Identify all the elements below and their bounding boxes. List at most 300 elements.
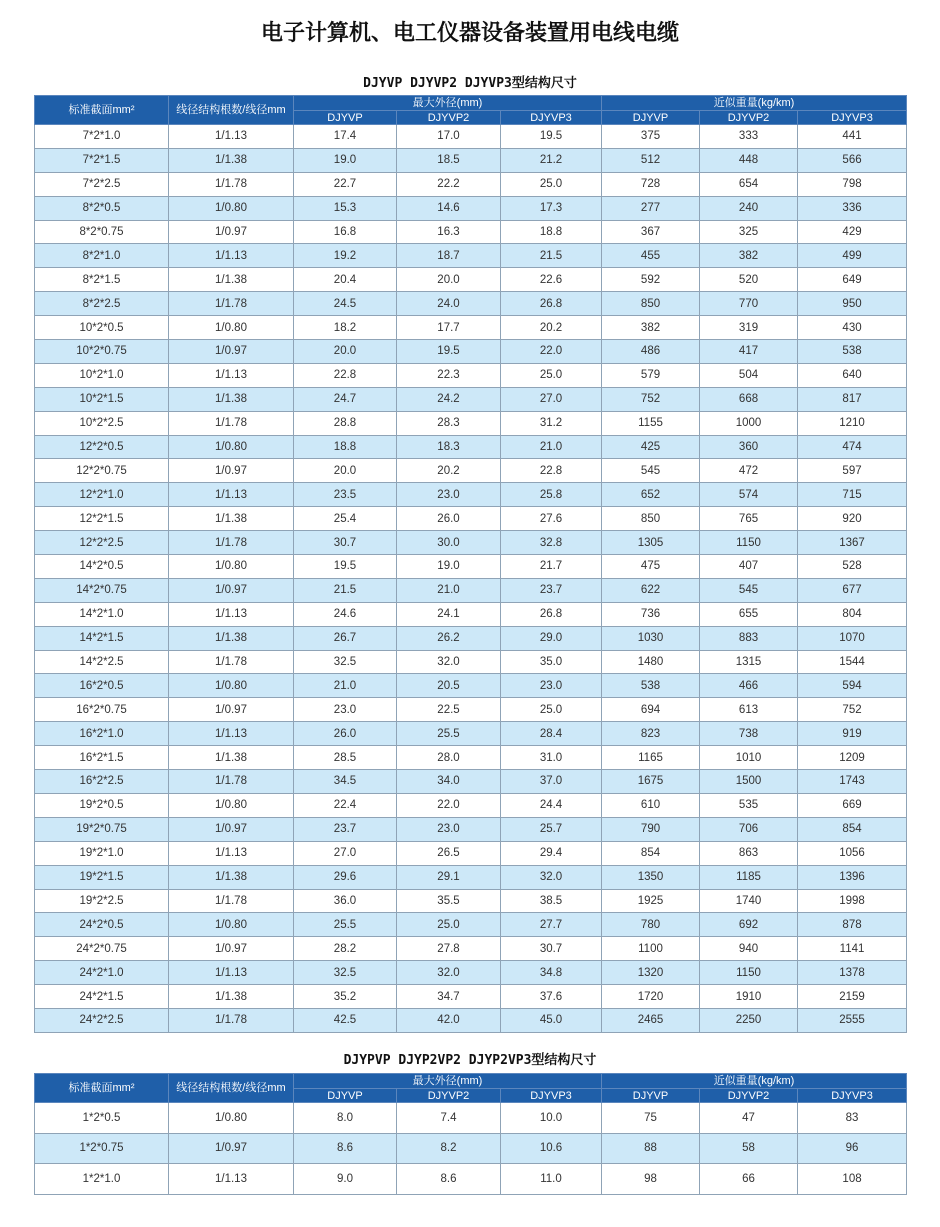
header-wt-djyvp: DJYVP <box>602 1089 700 1103</box>
cell-wt-djyvp: 652 <box>602 483 700 507</box>
cell-od-djyvp3: 38.5 <box>501 889 602 913</box>
table2-caption: DJYPVP DJYP2VP2 DJYP2VP3型结构尺寸 <box>343 1053 597 1068</box>
cell-od-djyvp3: 21.0 <box>501 435 602 459</box>
cell-od-djyvp2: 28.0 <box>397 746 501 770</box>
cell-wt-djyvp: 1480 <box>602 650 700 674</box>
cell-section: 12*2*0.5 <box>35 435 169 459</box>
cell-wt-djyvp2: 360 <box>700 435 798 459</box>
table-row <box>35 817 907 841</box>
cell-wt-djyvp: 736 <box>602 602 700 626</box>
cell-wt-djyvp2: 883 <box>700 626 798 650</box>
cell-wt-djyvp3: 1141 <box>798 937 907 961</box>
table-row <box>35 626 907 650</box>
cell-structure: 1/0.80 <box>169 913 294 937</box>
cell-section: 1*2*0.75 <box>35 1133 169 1164</box>
table-row <box>35 363 907 387</box>
cell-wt-djyvp: 277 <box>602 196 700 220</box>
cell-section: 14*2*2.5 <box>35 650 169 674</box>
cell-wt-djyvp: 752 <box>602 387 700 411</box>
table-row <box>35 937 907 961</box>
cell-od-djyvp3: 34.8 <box>501 961 602 985</box>
cell-od-djyvp2: 21.0 <box>397 578 501 602</box>
cell-wt-djyvp: 850 <box>602 507 700 531</box>
cell-section: 24*2*1.0 <box>35 961 169 985</box>
cell-wt-djyvp3: 474 <box>798 435 907 459</box>
cell-section: 24*2*2.5 <box>35 1008 169 1032</box>
table-row <box>35 483 907 507</box>
cell-wt-djyvp2: 417 <box>700 340 798 364</box>
table-row <box>35 793 907 817</box>
table-row <box>35 555 907 579</box>
cell-od-djyvp3: 27.7 <box>501 913 602 937</box>
cell-section: 24*2*0.75 <box>35 937 169 961</box>
header-structure: 线径结构根数/线径mm <box>169 1074 294 1103</box>
table-row <box>35 148 907 172</box>
cell-od-djyvp2: 22.2 <box>397 172 501 196</box>
cell-od-djyvp3: 25.7 <box>501 817 602 841</box>
cell-wt-djyvp3: 715 <box>798 483 907 507</box>
cell-structure: 1/0.97 <box>169 937 294 961</box>
table-row <box>35 698 907 722</box>
cell-wt-djyvp2: 240 <box>700 196 798 220</box>
cell-wt-djyvp3: 2159 <box>798 985 907 1009</box>
cell-od-djyvp: 19.0 <box>294 148 397 172</box>
cell-wt-djyvp2: 692 <box>700 913 798 937</box>
cell-wt-djyvp2: 466 <box>700 674 798 698</box>
cell-od-djyvp3: 17.3 <box>501 196 602 220</box>
cell-od-djyvp2: 19.0 <box>397 555 501 579</box>
cell-od-djyvp3: 19.5 <box>501 125 602 149</box>
cell-od-djyvp2: 22.5 <box>397 698 501 722</box>
cell-structure: 1/1.13 <box>169 961 294 985</box>
cell-structure: 1/1.13 <box>169 722 294 746</box>
cell-wt-djyvp2: 1010 <box>700 746 798 770</box>
cell-od-djyvp3: 23.0 <box>501 674 602 698</box>
cell-od-djyvp3: 35.0 <box>501 650 602 674</box>
cell-wt-djyvp2: 940 <box>700 937 798 961</box>
cell-structure: 1/0.80 <box>169 674 294 698</box>
cell-structure: 1/0.80 <box>169 435 294 459</box>
cell-od-djyvp2: 20.5 <box>397 674 501 698</box>
cell-od-djyvp3: 26.8 <box>501 292 602 316</box>
cell-wt-djyvp2: 66 <box>700 1164 798 1195</box>
header-od-djyvp: DJYVP <box>294 111 397 125</box>
cell-section: 16*2*2.5 <box>35 770 169 794</box>
cell-od-djyvp: 19.5 <box>294 555 397 579</box>
cell-od-djyvp2: 22.3 <box>397 363 501 387</box>
table-row <box>35 889 907 913</box>
cell-wt-djyvp: 854 <box>602 841 700 865</box>
cell-od-djyvp: 22.8 <box>294 363 397 387</box>
cell-structure: 1/0.80 <box>169 555 294 579</box>
cell-structure: 1/1.78 <box>169 292 294 316</box>
cell-structure: 1/1.38 <box>169 985 294 1009</box>
cell-section: 8*2*1.5 <box>35 268 169 292</box>
cell-section: 19*2*1.0 <box>35 841 169 865</box>
cell-wt-djyvp3: 96 <box>798 1133 907 1164</box>
cell-od-djyvp2: 18.5 <box>397 148 501 172</box>
cell-od-djyvp2: 35.5 <box>397 889 501 913</box>
table2-body <box>35 1103 907 1195</box>
cell-structure: 1/1.38 <box>169 626 294 650</box>
cell-wt-djyvp: 88 <box>602 1133 700 1164</box>
cell-section: 16*2*0.5 <box>35 674 169 698</box>
cell-od-djyvp: 16.8 <box>294 220 397 244</box>
cell-wt-djyvp3: 804 <box>798 602 907 626</box>
cell-wt-djyvp: 1155 <box>602 411 700 435</box>
cell-wt-djyvp3: 566 <box>798 148 907 172</box>
cell-wt-djyvp3: 919 <box>798 722 907 746</box>
cell-section: 10*2*1.5 <box>35 387 169 411</box>
table-row <box>35 1008 907 1032</box>
cell-section: 14*2*1.5 <box>35 626 169 650</box>
cell-wt-djyvp2: 1740 <box>700 889 798 913</box>
cell-od-djyvp3: 24.4 <box>501 793 602 817</box>
cell-od-djyvp: 15.3 <box>294 196 397 220</box>
cell-od-djyvp: 21.5 <box>294 578 397 602</box>
cell-section: 24*2*1.5 <box>35 985 169 1009</box>
cell-structure: 1/1.38 <box>169 387 294 411</box>
header-wt-djyvp: DJYVP <box>602 111 700 125</box>
cell-structure: 1/1.78 <box>169 650 294 674</box>
cell-wt-djyvp2: 1315 <box>700 650 798 674</box>
cell-section: 10*2*0.5 <box>35 316 169 340</box>
cell-wt-djyvp: 98 <box>602 1164 700 1195</box>
table-row <box>35 411 907 435</box>
cell-wt-djyvp3: 677 <box>798 578 907 602</box>
table-row <box>35 746 907 770</box>
cell-od-djyvp: 24.5 <box>294 292 397 316</box>
cell-wt-djyvp2: 1150 <box>700 531 798 555</box>
header-wt-djyvp3: DJYVP3 <box>798 111 907 125</box>
cell-wt-djyvp3: 1998 <box>798 889 907 913</box>
cell-structure: 1/1.13 <box>169 841 294 865</box>
cell-wt-djyvp3: 83 <box>798 1103 907 1134</box>
cell-od-djyvp: 20.4 <box>294 268 397 292</box>
table-row <box>35 172 907 196</box>
cell-wt-djyvp2: 319 <box>700 316 798 340</box>
cell-od-djyvp: 28.8 <box>294 411 397 435</box>
cell-section: 12*2*0.75 <box>35 459 169 483</box>
cell-od-djyvp3: 28.4 <box>501 722 602 746</box>
cell-section: 8*2*1.0 <box>35 244 169 268</box>
cell-structure: 1/1.13 <box>169 602 294 626</box>
cell-od-djyvp: 24.7 <box>294 387 397 411</box>
cell-od-djyvp: 36.0 <box>294 889 397 913</box>
cell-wt-djyvp: 1675 <box>602 770 700 794</box>
header-wt-djyvp3: DJYVP3 <box>798 1089 907 1103</box>
cell-section: 19*2*2.5 <box>35 889 169 913</box>
cell-od-djyvp3: 23.7 <box>501 578 602 602</box>
cell-od-djyvp: 8.6 <box>294 1133 397 1164</box>
cell-section: 7*2*1.5 <box>35 148 169 172</box>
cell-wt-djyvp: 425 <box>602 435 700 459</box>
cell-wt-djyvp: 75 <box>602 1103 700 1134</box>
cell-wt-djyvp3: 817 <box>798 387 907 411</box>
table-row <box>35 507 907 531</box>
table-row <box>35 531 907 555</box>
cell-section: 19*2*0.75 <box>35 817 169 841</box>
cell-od-djyvp3: 10.0 <box>501 1103 602 1134</box>
cell-wt-djyvp3: 441 <box>798 125 907 149</box>
header-od-djyvp: DJYVP <box>294 1089 397 1103</box>
cell-od-djyvp2: 22.0 <box>397 793 501 817</box>
cell-od-djyvp3: 25.0 <box>501 698 602 722</box>
cell-od-djyvp3: 20.2 <box>501 316 602 340</box>
cell-od-djyvp: 25.4 <box>294 507 397 531</box>
cell-od-djyvp: 22.7 <box>294 172 397 196</box>
cell-od-djyvp3: 30.7 <box>501 937 602 961</box>
cell-od-djyvp3: 31.2 <box>501 411 602 435</box>
cell-wt-djyvp2: 382 <box>700 244 798 268</box>
table-row <box>35 340 907 364</box>
cell-od-djyvp2: 23.0 <box>397 817 501 841</box>
cell-wt-djyvp2: 448 <box>700 148 798 172</box>
cell-wt-djyvp3: 1056 <box>798 841 907 865</box>
cell-section: 16*2*0.75 <box>35 698 169 722</box>
cell-structure: 1/0.97 <box>169 459 294 483</box>
cell-wt-djyvp2: 472 <box>700 459 798 483</box>
cell-od-djyvp: 25.5 <box>294 913 397 937</box>
cell-wt-djyvp3: 854 <box>798 817 907 841</box>
cell-section: 1*2*0.5 <box>35 1103 169 1134</box>
cell-wt-djyvp: 455 <box>602 244 700 268</box>
spec-table-djyvp <box>34 95 907 1033</box>
header-od-djyvp2: DJYVP2 <box>397 1089 501 1103</box>
cell-od-djyvp: 30.7 <box>294 531 397 555</box>
cell-wt-djyvp: 1720 <box>602 985 700 1009</box>
cell-od-djyvp3: 25.0 <box>501 363 602 387</box>
header-wt-djyvp2: DJYVP2 <box>700 111 798 125</box>
cell-od-djyvp: 28.5 <box>294 746 397 770</box>
cell-od-djyvp2: 25.5 <box>397 722 501 746</box>
cell-wt-djyvp: 475 <box>602 555 700 579</box>
cell-section: 12*2*1.0 <box>35 483 169 507</box>
cell-od-djyvp2: 25.0 <box>397 913 501 937</box>
cell-section: 8*2*0.5 <box>35 196 169 220</box>
cell-section: 12*2*1.5 <box>35 507 169 531</box>
header-od-djyvp3: DJYVP3 <box>501 111 602 125</box>
header-od-djyvp3: DJYVP3 <box>501 1089 602 1103</box>
cell-wt-djyvp: 1100 <box>602 937 700 961</box>
table-row <box>35 387 907 411</box>
cell-od-djyvp3: 25.8 <box>501 483 602 507</box>
cell-wt-djyvp: 592 <box>602 268 700 292</box>
cell-structure: 1/1.13 <box>169 244 294 268</box>
cell-od-djyvp: 26.7 <box>294 626 397 650</box>
table-row <box>35 650 907 674</box>
cell-od-djyvp3: 27.6 <box>501 507 602 531</box>
cell-structure: 1/1.13 <box>169 1164 294 1195</box>
cell-structure: 1/1.78 <box>169 172 294 196</box>
header-wt-djyvp2: DJYVP2 <box>700 1089 798 1103</box>
table-row <box>35 292 907 316</box>
cell-structure: 1/0.97 <box>169 578 294 602</box>
cell-section: 10*2*0.75 <box>35 340 169 364</box>
cell-od-djyvp3: 45.0 <box>501 1008 602 1032</box>
cell-wt-djyvp3: 1378 <box>798 961 907 985</box>
cell-wt-djyvp3: 1544 <box>798 650 907 674</box>
cell-structure: 1/1.38 <box>169 507 294 531</box>
cell-od-djyvp: 42.5 <box>294 1008 397 1032</box>
cell-od-djyvp3: 21.7 <box>501 555 602 579</box>
cell-structure: 1/0.97 <box>169 340 294 364</box>
cell-wt-djyvp: 1165 <box>602 746 700 770</box>
table-row <box>35 865 907 889</box>
cell-wt-djyvp2: 325 <box>700 220 798 244</box>
cell-wt-djyvp3: 950 <box>798 292 907 316</box>
cell-wt-djyvp2: 613 <box>700 698 798 722</box>
cell-od-djyvp: 23.7 <box>294 817 397 841</box>
cell-od-djyvp: 32.5 <box>294 650 397 674</box>
cell-wt-djyvp3: 1367 <box>798 531 907 555</box>
cell-od-djyvp2: 18.3 <box>397 435 501 459</box>
cell-od-djyvp3: 22.0 <box>501 340 602 364</box>
cell-wt-djyvp2: 504 <box>700 363 798 387</box>
cell-wt-djyvp3: 752 <box>798 698 907 722</box>
cell-wt-djyvp2: 668 <box>700 387 798 411</box>
cell-wt-djyvp3: 1743 <box>798 770 907 794</box>
table-row <box>35 244 907 268</box>
cell-section: 7*2*2.5 <box>35 172 169 196</box>
cell-od-djyvp: 22.4 <box>294 793 397 817</box>
cell-wt-djyvp: 382 <box>602 316 700 340</box>
header-structure: 线径结构根数/线径mm <box>169 96 294 125</box>
cell-od-djyvp: 17.4 <box>294 125 397 149</box>
table-row <box>35 841 907 865</box>
header-section: 标准截面mm² <box>35 96 169 125</box>
cell-wt-djyvp3: 528 <box>798 555 907 579</box>
cell-structure: 1/1.38 <box>169 148 294 172</box>
cell-od-djyvp2: 28.3 <box>397 411 501 435</box>
cell-od-djyvp2: 32.0 <box>397 650 501 674</box>
cell-wt-djyvp: 1925 <box>602 889 700 913</box>
cell-wt-djyvp2: 2250 <box>700 1008 798 1032</box>
header-section: 标准截面mm² <box>35 1074 169 1103</box>
cell-od-djyvp3: 31.0 <box>501 746 602 770</box>
cell-section: 1*2*1.0 <box>35 1164 169 1195</box>
table-row <box>35 674 907 698</box>
cell-wt-djyvp3: 640 <box>798 363 907 387</box>
cell-wt-djyvp2: 706 <box>700 817 798 841</box>
table-row <box>35 1103 907 1134</box>
cell-structure: 1/1.13 <box>169 363 294 387</box>
cell-wt-djyvp3: 336 <box>798 196 907 220</box>
cell-od-djyvp3: 29.0 <box>501 626 602 650</box>
cell-section: 14*2*0.5 <box>35 555 169 579</box>
cell-structure: 1/1.38 <box>169 865 294 889</box>
cell-od-djyvp2: 20.0 <box>397 268 501 292</box>
table-row <box>35 316 907 340</box>
cell-od-djyvp: 21.0 <box>294 674 397 698</box>
table-row <box>35 1133 907 1164</box>
cell-structure: 1/1.13 <box>169 483 294 507</box>
cell-structure: 1/0.80 <box>169 316 294 340</box>
cell-od-djyvp2: 16.3 <box>397 220 501 244</box>
header-weight: 近似重量(kg/km) <box>602 1074 907 1089</box>
header-max-od: 最大外径(mm) <box>294 96 602 111</box>
cell-section: 16*2*1.5 <box>35 746 169 770</box>
cell-wt-djyvp2: 1150 <box>700 961 798 985</box>
cell-structure: 1/0.97 <box>169 698 294 722</box>
cell-wt-djyvp2: 520 <box>700 268 798 292</box>
cell-wt-djyvp: 538 <box>602 674 700 698</box>
table1-body <box>35 125 907 1033</box>
cell-od-djyvp2: 30.0 <box>397 531 501 555</box>
cell-od-djyvp2: 18.7 <box>397 244 501 268</box>
cell-od-djyvp2: 26.5 <box>397 841 501 865</box>
cell-od-djyvp3: 21.5 <box>501 244 602 268</box>
cell-wt-djyvp: 512 <box>602 148 700 172</box>
table-row <box>35 961 907 985</box>
cell-od-djyvp2: 26.2 <box>397 626 501 650</box>
cell-od-djyvp2: 34.7 <box>397 985 501 1009</box>
cell-wt-djyvp3: 499 <box>798 244 907 268</box>
cell-wt-djyvp2: 1500 <box>700 770 798 794</box>
table-row <box>35 1164 907 1195</box>
cell-od-djyvp2: 32.0 <box>397 961 501 985</box>
cell-od-djyvp: 35.2 <box>294 985 397 1009</box>
cell-wt-djyvp: 545 <box>602 459 700 483</box>
cell-wt-djyvp: 375 <box>602 125 700 149</box>
cell-structure: 1/0.80 <box>169 196 294 220</box>
cell-od-djyvp3: 18.8 <box>501 220 602 244</box>
cell-wt-djyvp: 694 <box>602 698 700 722</box>
cell-od-djyvp2: 24.1 <box>397 602 501 626</box>
cell-od-djyvp: 18.8 <box>294 435 397 459</box>
cell-od-djyvp2: 23.0 <box>397 483 501 507</box>
cell-od-djyvp: 9.0 <box>294 1164 397 1195</box>
cell-od-djyvp2: 24.2 <box>397 387 501 411</box>
cell-od-djyvp: 18.2 <box>294 316 397 340</box>
cell-wt-djyvp3: 597 <box>798 459 907 483</box>
cell-wt-djyvp3: 1209 <box>798 746 907 770</box>
cell-od-djyvp3: 37.0 <box>501 770 602 794</box>
cell-structure: 1/1.78 <box>169 531 294 555</box>
table-row <box>35 602 907 626</box>
cell-wt-djyvp: 823 <box>602 722 700 746</box>
cell-wt-djyvp3: 1070 <box>798 626 907 650</box>
cell-wt-djyvp: 1320 <box>602 961 700 985</box>
cell-wt-djyvp: 728 <box>602 172 700 196</box>
cell-section: 24*2*0.5 <box>35 913 169 937</box>
table-row <box>35 268 907 292</box>
cell-wt-djyvp: 610 <box>602 793 700 817</box>
cell-od-djyvp: 32.5 <box>294 961 397 985</box>
cell-wt-djyvp2: 47 <box>700 1103 798 1134</box>
cell-od-djyvp3: 25.0 <box>501 172 602 196</box>
cell-od-djyvp: 24.6 <box>294 602 397 626</box>
cell-section: 19*2*0.5 <box>35 793 169 817</box>
cell-wt-djyvp: 486 <box>602 340 700 364</box>
cell-od-djyvp: 23.0 <box>294 698 397 722</box>
cell-wt-djyvp3: 2555 <box>798 1008 907 1032</box>
cell-od-djyvp2: 8.2 <box>397 1133 501 1164</box>
cell-wt-djyvp: 2465 <box>602 1008 700 1032</box>
cell-structure: 1/1.78 <box>169 770 294 794</box>
cell-structure: 1/0.97 <box>169 220 294 244</box>
cell-wt-djyvp2: 770 <box>700 292 798 316</box>
cell-wt-djyvp3: 669 <box>798 793 907 817</box>
cell-od-djyvp: 29.6 <box>294 865 397 889</box>
cell-wt-djyvp3: 430 <box>798 316 907 340</box>
cell-structure: 1/1.38 <box>169 746 294 770</box>
cell-wt-djyvp3: 1210 <box>798 411 907 435</box>
cell-wt-djyvp2: 1910 <box>700 985 798 1009</box>
table-row <box>35 985 907 1009</box>
cell-od-djyvp2: 17.0 <box>397 125 501 149</box>
cell-wt-djyvp2: 574 <box>700 483 798 507</box>
